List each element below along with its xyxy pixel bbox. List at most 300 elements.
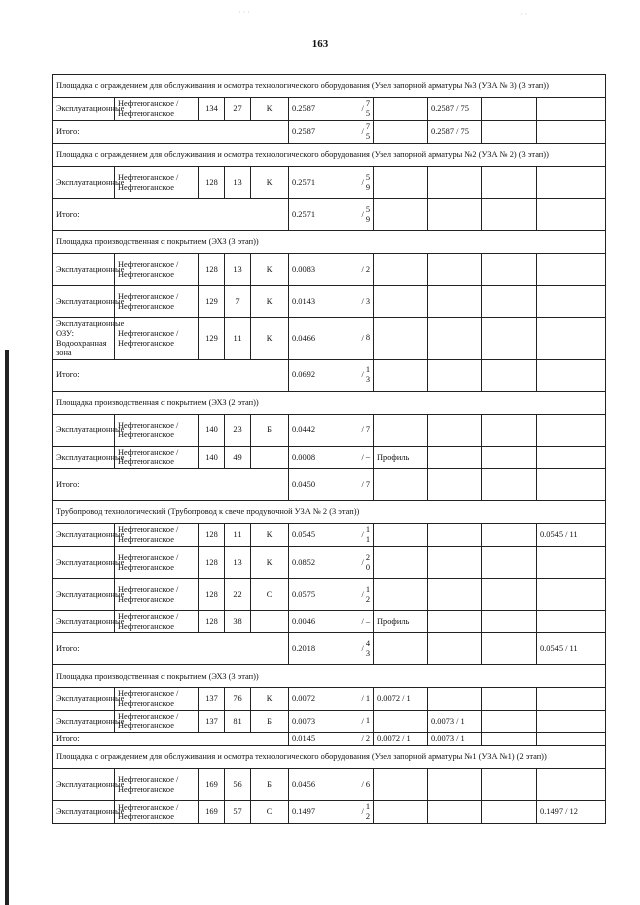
land-category: Эксплуатационные	[53, 524, 115, 547]
value-cell-c6	[374, 98, 428, 121]
area-value: 0.2587	[292, 127, 316, 137]
area-count	[292, 99, 370, 119]
category-code: К	[251, 524, 289, 547]
area-count-cell	[289, 611, 374, 633]
value-cell-c8	[482, 524, 537, 547]
total-cell-c6	[374, 121, 428, 144]
section-title: Площадка с ограждением для обслуживания и осмотра технологического оборудования (Узел запорной арматуры №1 (УЗА №1) (2 этап))	[53, 746, 606, 769]
count-stack	[366, 365, 370, 385]
area-count	[292, 173, 370, 193]
count-fraction	[361, 99, 370, 119]
scan-noise: · · ·	[238, 8, 250, 17]
binding-edge-mark	[5, 350, 9, 905]
count-top: 1	[365, 525, 370, 535]
count-top: 7	[365, 425, 370, 435]
area-value: 0.0083	[292, 264, 316, 274]
total-cell-c7: 0.0073 / 1	[428, 733, 482, 746]
area-count	[292, 333, 370, 343]
count-stack	[366, 205, 370, 225]
slash: /	[361, 296, 364, 306]
area-value: 0.2571	[292, 177, 316, 187]
area-count-cell	[289, 733, 374, 746]
section-title: Трубопровод технологический (Трубопровод к свече продувочной УЗА № 2 (3 этап))	[53, 501, 606, 524]
quarter-number: 140	[199, 446, 225, 468]
value-cell-c9	[537, 414, 606, 446]
count-top: 7	[365, 479, 370, 489]
count-stack	[366, 297, 370, 307]
value-cell-c8	[482, 446, 537, 468]
total-cell-c6: 0.0072 / 1	[374, 733, 428, 746]
count-bottom: 2	[365, 812, 370, 822]
category-code: К	[251, 318, 289, 360]
count-top: 2	[365, 264, 370, 274]
value-cell-c6: Профиль	[374, 611, 428, 633]
quarter-number: 129	[199, 286, 225, 318]
scan-noise: · ·	[520, 10, 528, 19]
total-row	[53, 733, 606, 746]
total-row	[53, 121, 606, 144]
count-stack	[366, 425, 370, 435]
quarter-number: 169	[199, 801, 225, 824]
quarter-number: 128	[199, 254, 225, 286]
slash: /	[361, 557, 364, 567]
value-cell-c6	[374, 769, 428, 801]
value-cell-c6	[374, 286, 428, 318]
area-count	[292, 780, 370, 790]
table-row	[53, 414, 606, 446]
area-count-cell	[289, 446, 374, 468]
table-row	[53, 98, 606, 121]
area-count	[292, 617, 370, 627]
count-stack	[366, 480, 370, 490]
table-row	[53, 579, 606, 611]
count-stack	[366, 716, 370, 726]
count-fraction	[361, 525, 370, 545]
value-cell-c9	[537, 579, 606, 611]
area-count-cell	[289, 98, 374, 121]
slash: /	[361, 104, 364, 114]
plot-number: 56	[225, 769, 251, 801]
table-row	[53, 318, 606, 360]
total-cell-c9: 0.0545 / 11	[537, 633, 606, 665]
value-cell-c7	[428, 167, 482, 199]
area-value: 0.0143	[292, 296, 316, 306]
value-cell-c6	[374, 547, 428, 579]
area-count	[292, 122, 370, 142]
plot-number: 23	[225, 414, 251, 446]
category-code: С	[251, 801, 289, 824]
value-cell-c7	[428, 254, 482, 286]
area-value: 0.0072	[292, 694, 316, 704]
slash: /	[361, 734, 364, 744]
value-cell-c9	[537, 547, 606, 579]
area-value: 0.0852	[292, 557, 316, 567]
count-top: 8	[365, 333, 370, 343]
count-fraction	[361, 734, 370, 744]
count-top: 1	[365, 802, 370, 812]
section-title: Площадка производственная с покрытием (ЭХЗ (2 этап))	[53, 391, 606, 414]
land-category: Эксплуатационные	[53, 286, 115, 318]
value-cell-c8	[482, 611, 537, 633]
total-cell-c6	[374, 199, 428, 231]
count-stack	[366, 173, 370, 193]
land-category: Эксплуатационные	[53, 414, 115, 446]
value-cell-c6	[374, 254, 428, 286]
value-cell-c7	[428, 446, 482, 468]
total-cell-c6	[374, 469, 428, 501]
value-cell-c9	[537, 286, 606, 318]
area-count	[292, 297, 370, 307]
category-code: Б	[251, 710, 289, 732]
total-label: Итого:	[53, 633, 289, 665]
count-fraction	[361, 205, 370, 225]
slash: /	[361, 616, 364, 626]
slash: /	[361, 716, 364, 726]
category-code: Б	[251, 414, 289, 446]
area-value: 0.2571	[292, 209, 316, 219]
plot-number: 13	[225, 254, 251, 286]
count-fraction	[361, 694, 370, 704]
total-cell-c6	[374, 633, 428, 665]
quarter-number: 140	[199, 414, 225, 446]
area-value: 0.0575	[292, 589, 316, 599]
total-row	[53, 199, 606, 231]
area-count-cell	[289, 801, 374, 824]
value-cell-c6	[374, 414, 428, 446]
total-row	[53, 633, 606, 665]
value-cell-c8	[482, 254, 537, 286]
value-cell-c7	[428, 524, 482, 547]
land-category: Эксплуатационные	[53, 688, 115, 710]
area-value: 0.2587	[292, 104, 316, 114]
area-count-cell	[289, 121, 374, 144]
land-category: Эксплуатационные	[53, 579, 115, 611]
section-header-row	[53, 746, 606, 769]
category-code	[251, 611, 289, 633]
count-stack	[366, 585, 370, 605]
value-cell-c7	[428, 286, 482, 318]
land-category: Эксплуатационные	[53, 769, 115, 801]
count-top: –	[365, 616, 370, 626]
area-value: 0.0073	[292, 716, 316, 726]
area-count	[292, 716, 370, 726]
table-row	[53, 167, 606, 199]
category-code: К	[251, 254, 289, 286]
count-fraction	[361, 265, 370, 275]
land-register-table	[52, 74, 606, 824]
value-cell-c9	[537, 254, 606, 286]
total-cell-c7	[428, 199, 482, 231]
count-fraction	[361, 173, 370, 193]
owner: Нефтеюганское / Нефтеюганское	[115, 446, 199, 468]
area-value: 0.0046	[292, 616, 316, 626]
category-code: С	[251, 579, 289, 611]
value-cell-c9	[537, 688, 606, 710]
plot-number: 49	[225, 446, 251, 468]
count-bottom: 5	[365, 109, 370, 119]
quarter-number: 169	[199, 769, 225, 801]
table-row	[53, 524, 606, 547]
area-count	[292, 265, 370, 275]
area-count-cell	[289, 254, 374, 286]
owner: Нефтеюганское / Нефтеюганское	[115, 524, 199, 547]
area-count	[292, 452, 370, 462]
value-cell-c7	[428, 688, 482, 710]
value-cell-c8	[482, 801, 537, 824]
count-bottom: 1	[365, 535, 370, 545]
count-stack	[366, 802, 370, 822]
slash: /	[361, 779, 364, 789]
area-value: 0.0456	[292, 779, 316, 789]
table-row	[53, 801, 606, 824]
table-row	[53, 611, 606, 633]
count-top: 1	[365, 584, 370, 594]
value-cell-c9: 0.0545 / 11	[537, 524, 606, 547]
slash: /	[361, 370, 364, 380]
land-category: Эксплуатационные	[53, 167, 115, 199]
total-cell-c9	[537, 359, 606, 391]
category-code: К	[251, 688, 289, 710]
count-fraction	[361, 425, 370, 435]
count-top: 2	[365, 734, 370, 744]
owner: Нефтеюганское / Нефтеюганское	[115, 579, 199, 611]
section-header-row	[53, 75, 606, 98]
owner: Нефтеюганское / Нефтеюганское	[115, 769, 199, 801]
owner: Нефтеюганское / Нефтеюганское	[115, 801, 199, 824]
count-bottom: 3	[365, 648, 370, 658]
slash: /	[361, 589, 364, 599]
land-category: Эксплуатационные	[53, 547, 115, 579]
value-cell-c8	[482, 318, 537, 360]
owner: Нефтеюганское / Нефтеюганское	[115, 286, 199, 318]
category-code: К	[251, 167, 289, 199]
count-fraction	[361, 365, 370, 385]
value-cell-c7	[428, 547, 482, 579]
quarter-number: 129	[199, 318, 225, 360]
value-cell-c8	[482, 167, 537, 199]
quarter-number: 134	[199, 98, 225, 121]
quarter-number: 137	[199, 710, 225, 732]
owner: Нефтеюганское / Нефтеюганское	[115, 254, 199, 286]
section-header-row	[53, 501, 606, 524]
count-stack	[366, 553, 370, 573]
plot-number: 11	[225, 318, 251, 360]
area-count-cell	[289, 547, 374, 579]
area-count	[292, 734, 370, 744]
table-row	[53, 710, 606, 732]
total-cell-c7	[428, 469, 482, 501]
count-top: 6	[365, 779, 370, 789]
count-bottom: 9	[365, 214, 370, 224]
area-count-cell	[289, 769, 374, 801]
count-top: 7	[365, 99, 370, 108]
value-cell-c7: 0.2587 / 75	[428, 98, 482, 121]
value-cell-c8	[482, 286, 537, 318]
count-stack	[366, 333, 370, 343]
area-count-cell	[289, 286, 374, 318]
owner: Нефтеюганское / Нефтеюганское	[115, 98, 199, 121]
value-cell-c7	[428, 579, 482, 611]
total-cell-c7	[428, 359, 482, 391]
area-count-cell	[289, 414, 374, 446]
slash: /	[361, 644, 364, 654]
area-value: 0.0545	[292, 530, 316, 540]
total-cell-c7	[428, 633, 482, 665]
total-cell-c7: 0.2587 / 75	[428, 121, 482, 144]
count-stack	[366, 617, 370, 627]
total-cell-c9	[537, 733, 606, 746]
slash: /	[361, 479, 364, 489]
area-value: 0.0466	[292, 333, 316, 343]
slash: /	[361, 694, 364, 704]
count-fraction	[361, 122, 370, 142]
count-top: 1	[365, 365, 370, 375]
area-value: 0.0692	[292, 370, 316, 380]
section-header-row	[53, 665, 606, 688]
value-cell-c7	[428, 769, 482, 801]
section-title: Площадка с ограждением для обслуживания и осмотра технологического оборудования (Узел запорной арматуры №2 (УЗА № 2) (3 этап))	[53, 144, 606, 167]
owner: Нефтеюганское / Нефтеюганское	[115, 611, 199, 633]
slash: /	[361, 425, 364, 435]
category-code: К	[251, 98, 289, 121]
slash: /	[361, 807, 364, 817]
value-cell-c9	[537, 318, 606, 360]
total-cell-c8	[482, 121, 537, 144]
quarter-number: 128	[199, 167, 225, 199]
area-count	[292, 525, 370, 545]
count-fraction	[361, 480, 370, 490]
category-code	[251, 446, 289, 468]
total-cell-c8	[482, 733, 537, 746]
area-value: 0.0442	[292, 425, 316, 435]
count-fraction	[361, 780, 370, 790]
area-value: 0.1497	[292, 807, 316, 817]
count-fraction	[361, 585, 370, 605]
value-cell-c6: Профиль	[374, 446, 428, 468]
section-title: Площадка с ограждением для обслуживания и осмотра технологического оборудования (Узел запорной арматуры №3 (УЗА № 3) (3 этап))	[53, 75, 606, 98]
area-count	[292, 802, 370, 822]
category-code: К	[251, 547, 289, 579]
total-row	[53, 359, 606, 391]
plot-number: 81	[225, 710, 251, 732]
value-cell-c6	[374, 524, 428, 547]
count-stack	[366, 452, 370, 462]
area-value: 0.2018	[292, 644, 316, 654]
value-cell-c8	[482, 710, 537, 732]
plot-number: 7	[225, 286, 251, 318]
section-title: Площадка производственная с покрытием (ЭХЗ (3 этап))	[53, 665, 606, 688]
area-count	[292, 694, 370, 704]
owner: Нефтеюганское / Нефтеюганское	[115, 547, 199, 579]
quarter-number: 128	[199, 524, 225, 547]
page-number: 163	[311, 38, 329, 50]
total-cell-c8	[482, 633, 537, 665]
value-cell-c6	[374, 801, 428, 824]
area-count-cell	[289, 579, 374, 611]
table-row	[53, 547, 606, 579]
owner: Нефтеюганское / Нефтеюганское	[115, 318, 199, 360]
value-cell-c8	[482, 579, 537, 611]
table-body	[53, 75, 606, 824]
slash: /	[361, 209, 364, 219]
count-fraction	[361, 553, 370, 573]
count-stack	[366, 639, 370, 659]
total-label: Итого:	[53, 199, 289, 231]
count-fraction	[361, 716, 370, 726]
plot-number: 27	[225, 98, 251, 121]
count-bottom: 5	[365, 132, 370, 142]
count-fraction	[361, 333, 370, 343]
count-bottom: 3	[365, 375, 370, 385]
plot-number: 13	[225, 167, 251, 199]
total-cell-c8	[482, 199, 537, 231]
slash: /	[361, 530, 364, 540]
total-cell-c9	[537, 469, 606, 501]
total-cell-c9	[537, 121, 606, 144]
value-cell-c6	[374, 318, 428, 360]
area-count	[292, 425, 370, 435]
plot-number: 38	[225, 611, 251, 633]
value-cell-c9	[537, 98, 606, 121]
slash: /	[361, 452, 364, 462]
count-top: 2	[365, 552, 370, 562]
count-stack	[366, 99, 370, 119]
count-fraction	[361, 639, 370, 659]
total-label: Итого:	[53, 469, 289, 501]
value-cell-c7: 0.0073 / 1	[428, 710, 482, 732]
area-count-cell	[289, 199, 374, 231]
table-row	[53, 286, 606, 318]
category-code: К	[251, 286, 289, 318]
area-count-cell	[289, 633, 374, 665]
slash: /	[361, 333, 364, 343]
land-category: Эксплуатационные ОЗУ: Водоохранная зона	[53, 318, 115, 360]
table-row	[53, 688, 606, 710]
section-header-row	[53, 391, 606, 414]
count-top: 7	[365, 122, 370, 132]
plot-number: 22	[225, 579, 251, 611]
area-count	[292, 205, 370, 225]
count-top: 1	[365, 694, 370, 704]
quarter-number: 128	[199, 547, 225, 579]
area-count-cell	[289, 524, 374, 547]
area-value: 0.0145	[292, 734, 316, 744]
total-cell-c9	[537, 199, 606, 231]
quarter-number: 137	[199, 688, 225, 710]
area-count-cell	[289, 359, 374, 391]
plot-number: 11	[225, 524, 251, 547]
value-cell-c7	[428, 611, 482, 633]
value-cell-c7	[428, 801, 482, 824]
area-count	[292, 553, 370, 573]
value-cell-c8	[482, 547, 537, 579]
count-top: 1	[365, 716, 370, 726]
count-stack	[366, 734, 370, 744]
area-count-cell	[289, 469, 374, 501]
value-cell-c7	[428, 414, 482, 446]
area-count-cell	[289, 167, 374, 199]
area-count	[292, 639, 370, 659]
total-label: Итого:	[53, 359, 289, 391]
land-category: Эксплуатационные	[53, 801, 115, 824]
value-cell-c9	[537, 769, 606, 801]
value-cell-c8	[482, 414, 537, 446]
value-cell-c8	[482, 98, 537, 121]
category-code: Б	[251, 769, 289, 801]
count-fraction	[361, 452, 370, 462]
area-count	[292, 365, 370, 385]
count-bottom: 9	[365, 182, 370, 192]
